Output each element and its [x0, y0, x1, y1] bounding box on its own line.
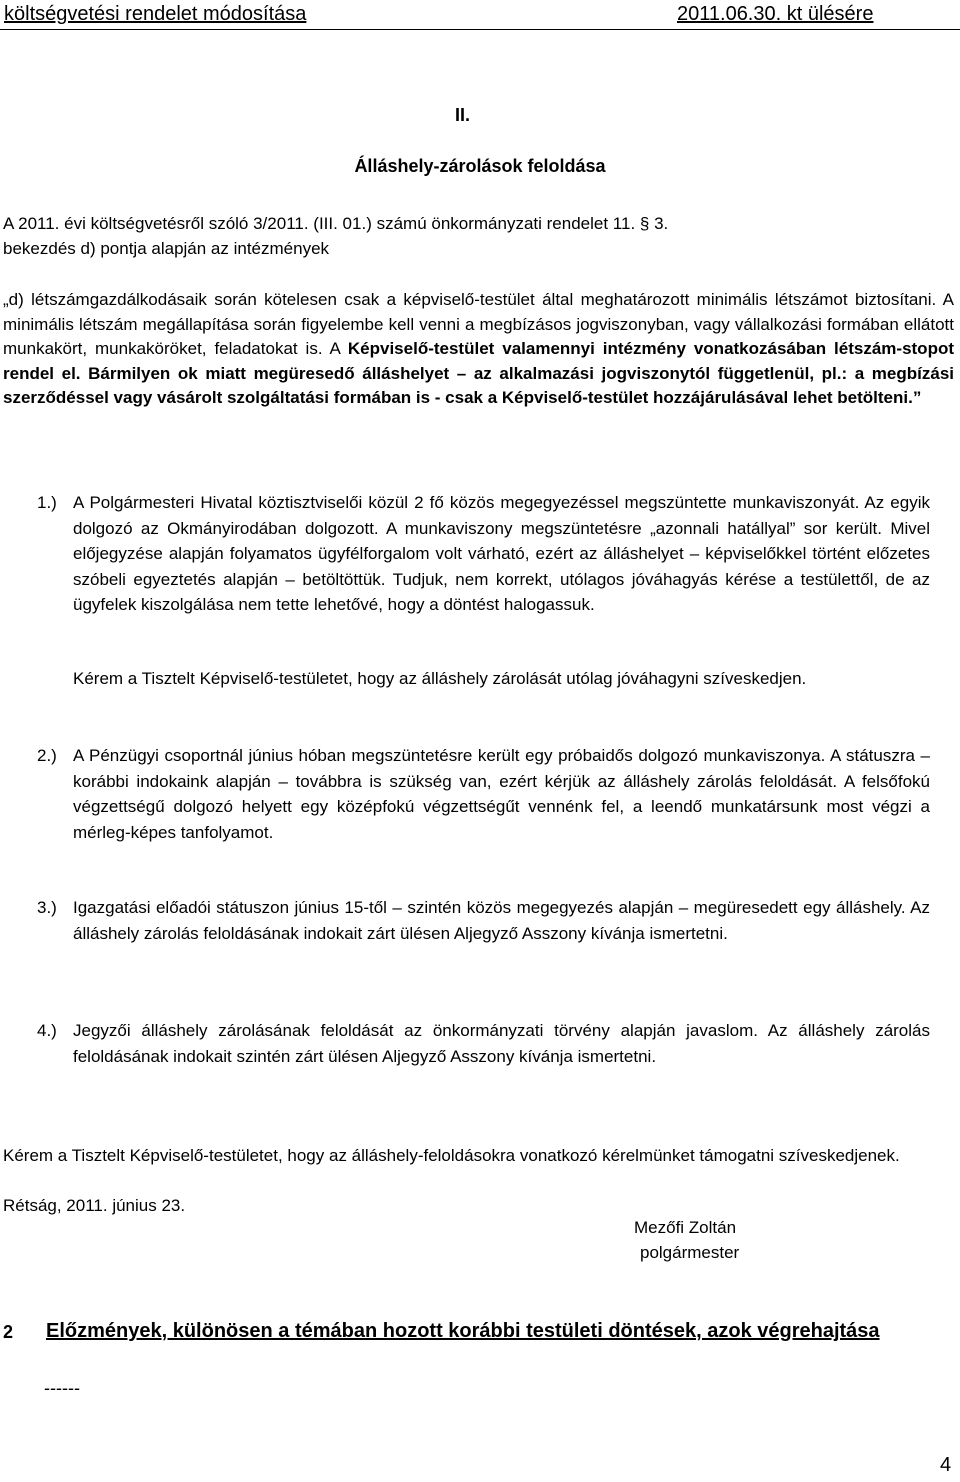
list-item-number: 2.) [37, 746, 57, 765]
header-meeting-date: 2011.06.30. kt ülésére [677, 3, 874, 25]
quoted-regulation [3, 288, 954, 411]
list-item-number: 4.) [37, 1021, 57, 1040]
quote-end-mark: ” [912, 388, 922, 407]
list-item [37, 1018, 930, 1069]
intro-paragraph [3, 211, 954, 261]
quote-text: „d) létszámgazdálkodásaik során kötelesen csak a képviselő-testület által meghatározott minimális létszámot biztosítani. A minimális létszám megállapítása során figyelembe kell venni a megbízásos jogviszonyban, vagy vállalkozási formában ellátott munkakört, munkaköröket, feladatokat is. A [3, 290, 954, 358]
page-number: 4 [940, 1454, 952, 1476]
list-item-text: A Polgármesteri Hivatal köztisztviselői közül 2 fő közös megegyezéssel megszüntette munkaviszonyát. Az egyik dolgozó az Okmányirodában dolgozott. A munkaviszony megszüntetésre „azonnali hatállyal” sor került. Mivel előjegyzése alapján folyamatos ügyfélforgalom volt várható, ezért az álláshelyet – képviselőkkel történt előzetes szóbeli egyeztetés alapján – betöltöttük. Tudjuk, nem korrekt, utólagos jóváhagyás kérése a testülettől, de az ügyfelek kiszolgálása nem tette lehetővé, hogy a döntést halogassuk. [73, 493, 930, 614]
page-title: Álláshely-zárolások feloldása [354, 156, 606, 176]
intro-line-1: A 2011. évi költségvetésről szóló 3/2011. (III. 01.) számú önkormányzati rendelet 11. § 3. [3, 214, 669, 233]
list-item-text: A Pénzügyi csoportnál június hóban megszüntetésre került egy próbaidős dolgozó munkaviszonya. A státuszra – korábbi indokaink alapján – továbbra is szükség van, ezért kérjük az álláshely zárolás feloldását. A felsőfokú végzettségű dolgozó helyett egy középfokú végzettségűt vennénk fel, a leendő munkatársunk most végzi a mérleg-képes tanfolyamot. [73, 746, 930, 842]
closing-request-paragraph: Kérem a Tisztelt Képviselő-testületet, hogy az álláshely-feloldásokra vonatkozó kérelmünket támogatni szíveskedjenek. [3, 1146, 900, 1165]
intro-line-2: bekezdés d) pontja alapján az intézmények [3, 239, 330, 258]
quote-bold-text: Képviselő-testület valamennyi intézmény vonatkozásában létszám-stopot rendel el. Bármilyen ok miatt megüresedő álláshelyet – az alkalmazási jogviszonytól függetlenül, pl.: a megbízási szerződéssel vagy vásárolt szolgáltatási formában is - csak a Képviselő-testület hozzájárulásával lehet betölteni. [3, 339, 954, 407]
list-item [37, 895, 930, 946]
request-approval-paragraph: Kérem a Tisztelt Képviselő-testületet, hogy az álláshely zárolását utólag jóváhagyni szíveskedjen. [73, 669, 807, 688]
next-section-number: 2 [3, 1322, 14, 1342]
list-item-text: Jegyzői álláshely zárolásának feloldását az önkormányzati törvény alapján javaslom. Az álláshely zárolás feloldásának indokait szintén zárt ülésen Aljegyző Asszony kívánja ismertetni. [73, 1021, 930, 1066]
list-item-text: Igazgatási előadói státuszon június 15-től – szintén közös megegyezés alapján – megüresedett egy álláshely. Az álláshely zárolás feloldásának indokait zárt ülésen Aljegyző Asszony kívánja ismertetni. [73, 898, 930, 943]
header-document-title: költségvetési rendelet módosítása [4, 3, 307, 25]
list-item-number: 1.) [37, 493, 57, 512]
signatory-name: Mezőfi Zoltán [634, 1218, 737, 1237]
signatory-role: polgármester [640, 1243, 740, 1262]
next-section-title: Előzmények, különösen a témában hozott korábbi testületi döntések, azok végrehajtása [46, 1320, 880, 1342]
section-roman-numeral: II. [455, 105, 471, 125]
header-divider [0, 29, 960, 30]
place-date: Rétság, 2011. június 23. [3, 1196, 186, 1215]
list-item [37, 743, 930, 845]
list-item [37, 490, 930, 618]
next-section-content: ------ [44, 1378, 80, 1398]
list-item-number: 3.) [37, 898, 57, 917]
